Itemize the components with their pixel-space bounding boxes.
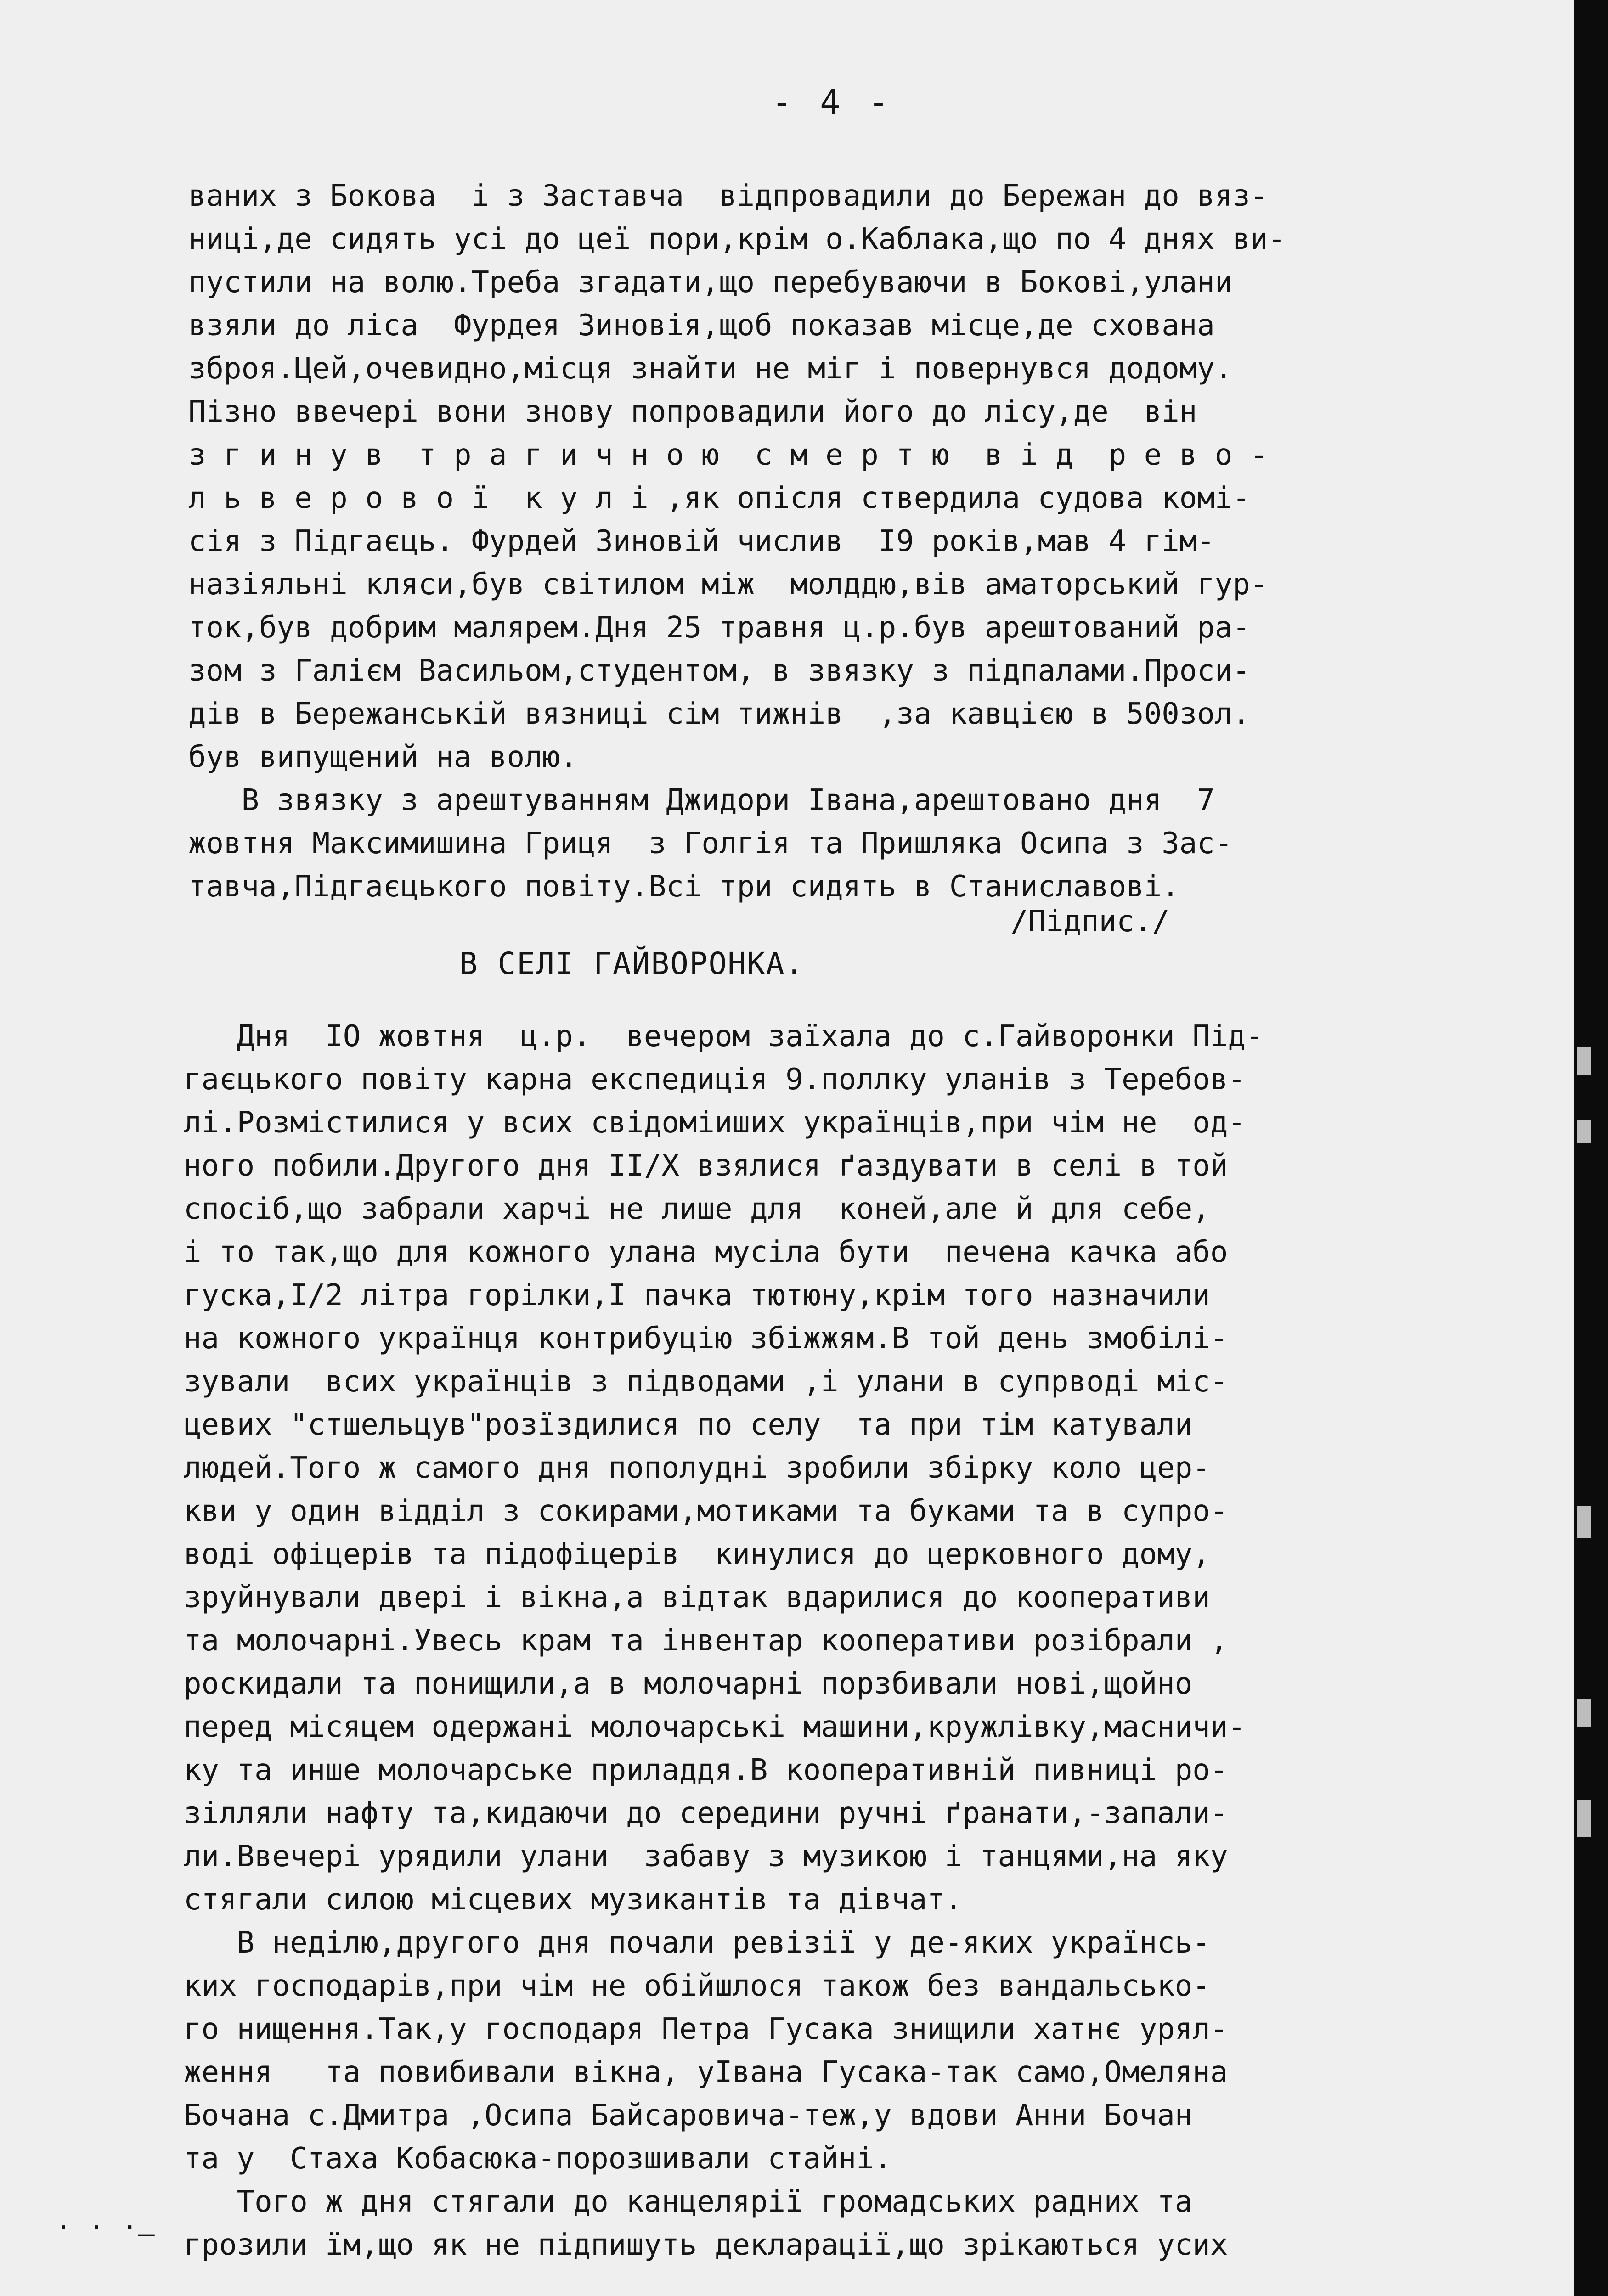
text-line: взяли до ліса Фурдея Зиновія,щоб показав місце,де схована bbox=[188, 309, 1215, 343]
text-line: людей.Того ж самого дня пополудні зробили збірку коло цер- bbox=[184, 1451, 1210, 1485]
text-line: перед місяцем одержані молочарські машини,кружлівку,масничи- bbox=[184, 1710, 1246, 1744]
text-line: спосіб,що забрали харчі не лише для коней,але й для себе, bbox=[184, 1192, 1210, 1226]
text-line: ких господарів,при чім не обійшлося також без вандальсько- bbox=[184, 1969, 1210, 2003]
text-line: зом з Галієм Васильом,студентом, в звязку з підпалами.Проси- bbox=[188, 654, 1250, 688]
edge-fragment bbox=[1577, 1800, 1591, 1837]
text-line: зброя.Цей,очевидно,місця знайти не міг і повернувся додому. bbox=[188, 352, 1233, 386]
text-line: ваних з Бокова і з Заставча відпровадили до Бережан до вяз- bbox=[188, 179, 1268, 213]
section-heading: В СЕЛІ ГАЙВОРОНКА. bbox=[459, 946, 805, 981]
scan-edge bbox=[1574, 0, 1608, 2296]
text-line: зували всих українців з підводами ,і улани в супрводі міс- bbox=[184, 1365, 1228, 1399]
text-line: Пізно ввечері вони знову попровадили його до лісу,де він bbox=[188, 395, 1197, 429]
paragraph-block-1 bbox=[188, 174, 1557, 908]
text-line: зруйнували двері і вікна,а відтак вдарилися до кооперативи bbox=[184, 1581, 1210, 1615]
text-line: В неділю,другого дня почали ревізії у де-яких українсь- bbox=[184, 1926, 1210, 1960]
paragraph-block-2 bbox=[184, 1015, 1557, 2267]
signature: /Підпис./ bbox=[1010, 905, 1170, 939]
text-line: цевих "стшельцув"розїздилися по селу та при тім катували bbox=[184, 1408, 1193, 1442]
text-line: дів в Бережанській вязниці сім тижнів ,за кавцією в 500зол. bbox=[188, 697, 1250, 731]
text-line: жовтня Максимишина Гриця з Голгія та Пришляка Осипа з Зас- bbox=[188, 827, 1233, 861]
edge-fragment bbox=[1577, 1047, 1591, 1075]
text-line: на кожного українця контрибуцію збіжжям.В той день змобілі- bbox=[184, 1322, 1228, 1356]
text-line: В звязку з арештуванням Джидори Івана,арештовано дня 7 bbox=[188, 783, 1215, 817]
text-line: ку та инше молочарське приладдя.В кооперативній пивниці ро- bbox=[184, 1753, 1228, 1787]
text-line: був випущений на волю. bbox=[188, 740, 578, 774]
text-line: тавча,Підгаєцького повіту.Всі три сидять в Станиславові. bbox=[188, 870, 1179, 904]
edge-fragment bbox=[1577, 1699, 1591, 1727]
text-line: сія з Підгаєць. Фурдей Зиновій числив І9 років,мав 4 гім- bbox=[188, 524, 1215, 558]
text-line: пустили на волю.Треба згадати,що перебуваючи в Бокові,улани bbox=[188, 265, 1233, 299]
text-line: Дня ІО жовтня ц.р. вечером заїхала до с.Гайворонки Під- bbox=[184, 1019, 1264, 1053]
text-line: зілляли нафту та,кидаючи до середини ручні ґранати,-запали- bbox=[184, 1796, 1228, 1830]
text-line: та у Стаха Кобасюка-порозшивали стайні. bbox=[184, 2142, 892, 2176]
text-line: і то так,що для кожного улана мусіла бути печена качка або bbox=[184, 1235, 1228, 1269]
text-line: ли.Ввечері урядили улани забаву з музикою і танцями,на яку bbox=[184, 1840, 1228, 1874]
text-line: з г и н у в т р а г и ч н о ю с м е р т ю в і д р е в о - bbox=[188, 438, 1268, 472]
text-line: ження та повибивали вікна, уІвана Гусака-так само,Омеляна bbox=[184, 2055, 1228, 2089]
text-line: та молочарні.Увесь крам та інвентар кооперативи розібрали , bbox=[184, 1624, 1228, 1658]
edge-fragment bbox=[1577, 1120, 1591, 1143]
page-number: - 4 - bbox=[772, 83, 892, 122]
text-line: Бочана с.Дмитра ,Осипа Байсаровича-теж,у вдови Анни Бочан bbox=[184, 2099, 1193, 2133]
text-line: ток,був добрим малярем.Дня 25 травня ц.р.був арештований ра- bbox=[188, 611, 1250, 645]
text-line: Того ж дня стягали до канцелярії громадських радних та bbox=[184, 2185, 1193, 2219]
text-line: гаєцького повіту карна експедиція 9.поллку уланів з Теребов- bbox=[184, 1063, 1246, 1097]
text-line: л ь в е р о в о ї к у л і ,як опісля ствердила судова комі- bbox=[188, 481, 1250, 515]
text-line: ного побили.Другого дня ІІ/Х взялися ґаздувати в селі в той bbox=[184, 1149, 1228, 1183]
text-line: кви у один відділ з сокирами,мотиками та буками та в супро- bbox=[184, 1494, 1228, 1528]
text-line: гуска,І/2 літра горілки,І пачка тютюну,крім того назначили bbox=[184, 1278, 1210, 1312]
text-line: стягали силою місцевих музикантів та дівчат. bbox=[184, 1883, 963, 1917]
text-line: назіяльні кляси,був світилом між молддю,вів аматорський гур- bbox=[188, 568, 1268, 602]
text-line: роскидали та понищили,а в молочарні порзбивали нові,щойно bbox=[184, 1667, 1193, 1701]
text-line: ниці,де сидять усі до цеї пори,крім о.Каблака,що по 4 днях ви- bbox=[188, 222, 1286, 256]
text-line: лі.Розмістилися у всих свідоміиших українців,при чім не од- bbox=[184, 1106, 1246, 1140]
text-line: грозили їм,що як не підпишуть декларації,що зрікаються усих bbox=[184, 2228, 1228, 2262]
margin-marks: . . ._ bbox=[55, 2204, 155, 2236]
text-line: воді офіцерів та підофіцерів кинулися до церковного дому, bbox=[184, 1537, 1210, 1571]
edge-fragment bbox=[1577, 1506, 1591, 1538]
text-line: го нищення.Так,у господаря Петра Гусака знищили хатнє урял- bbox=[184, 2012, 1228, 2046]
